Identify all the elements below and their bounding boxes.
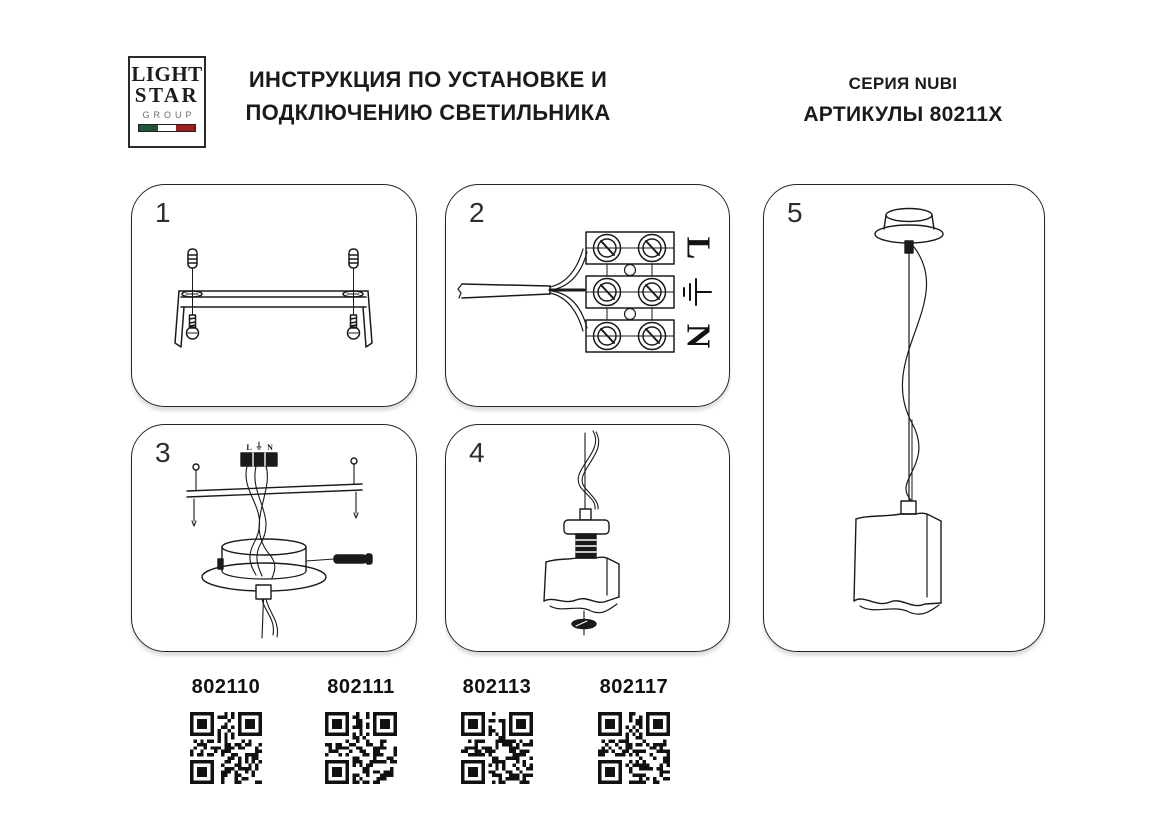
pendant-drawing — [764, 185, 1044, 651]
ceiling-canopy — [875, 209, 943, 254]
mini-terminal-block — [241, 453, 277, 466]
flag-white — [158, 125, 177, 131]
article-range: АРТИКУЛЫ 80211X — [803, 103, 1003, 126]
shade-drawing — [446, 425, 729, 651]
series-articles — [763, 74, 1043, 127]
socket-assembly — [564, 509, 609, 558]
supply-cable — [458, 284, 550, 298]
bottom-finial — [572, 611, 596, 635]
twisted-wires — [246, 466, 275, 578]
mini-earth-ground-icon — [257, 442, 261, 449]
earth-ground-icon — [684, 279, 711, 305]
flag-green — [139, 125, 158, 131]
wires — [550, 249, 587, 331]
article-number: 802117 — [599, 676, 669, 698]
product-802117 — [598, 676, 670, 784]
wall-plug-right — [349, 249, 358, 268]
product-802110 — [190, 676, 262, 784]
product-802113 — [461, 676, 533, 784]
qr-code — [461, 712, 533, 784]
logo-word-light: LIGHT — [131, 62, 203, 86]
qr-code — [190, 712, 262, 784]
terminal-block — [586, 232, 674, 352]
lightstar-logo — [128, 56, 206, 148]
wiring-drawing — [446, 185, 729, 406]
logo-flag-bar — [138, 124, 196, 132]
title-line-1: ИНСТРУКЦИЯ ПО УСТАНОВКЕ И — [248, 67, 608, 92]
article-number: 802113 — [462, 676, 532, 698]
shade-fitting — [901, 501, 916, 514]
article-number: 802110 — [191, 676, 261, 698]
article-number: 802111 — [327, 676, 395, 698]
screw-left — [187, 307, 199, 339]
step-number-3: 3 — [155, 437, 171, 468]
pendant-cable — [256, 585, 278, 638]
logo-word-star: STAR — [134, 83, 200, 107]
glass-shade — [854, 513, 941, 614]
step-panel-3 — [131, 424, 417, 652]
mini-label-line: L — [246, 443, 252, 452]
qr-code — [598, 712, 670, 784]
bracket-on-ceiling — [187, 458, 362, 526]
side-screw — [306, 554, 372, 564]
suspension — [902, 247, 926, 503]
wall-plug-left — [188, 249, 197, 268]
step-panel-4 — [445, 424, 730, 652]
title-line-2: ПОДКЛЮЧЕНИЮ СВЕТИЛЬНИКА — [245, 100, 611, 125]
step-number-5: 5 — [787, 197, 803, 228]
canopy-drawing — [132, 425, 416, 651]
qr-code — [325, 712, 397, 784]
step-number-1: 1 — [155, 197, 171, 228]
label-neutral: N — [679, 323, 717, 349]
series-name: СЕРИЯ NUBI — [848, 74, 958, 93]
step-panel-5 — [763, 184, 1045, 652]
step-panel-2 — [445, 184, 730, 407]
mounting-bracket — [175, 291, 372, 347]
flag-red — [176, 125, 195, 131]
step-number-4: 4 — [469, 437, 485, 468]
hanging-cable — [578, 431, 599, 509]
step-panel-1 — [131, 184, 417, 407]
logo-word-group: GROUP — [142, 110, 196, 120]
step-number-2: 2 — [469, 197, 485, 228]
glass-shade — [544, 557, 619, 613]
bracket-drawing — [132, 185, 416, 406]
mini-label-neutral: N — [267, 443, 273, 452]
product-802111 — [325, 676, 397, 784]
page-title — [210, 63, 646, 129]
screw-right — [348, 307, 360, 339]
label-line: L — [679, 236, 717, 260]
